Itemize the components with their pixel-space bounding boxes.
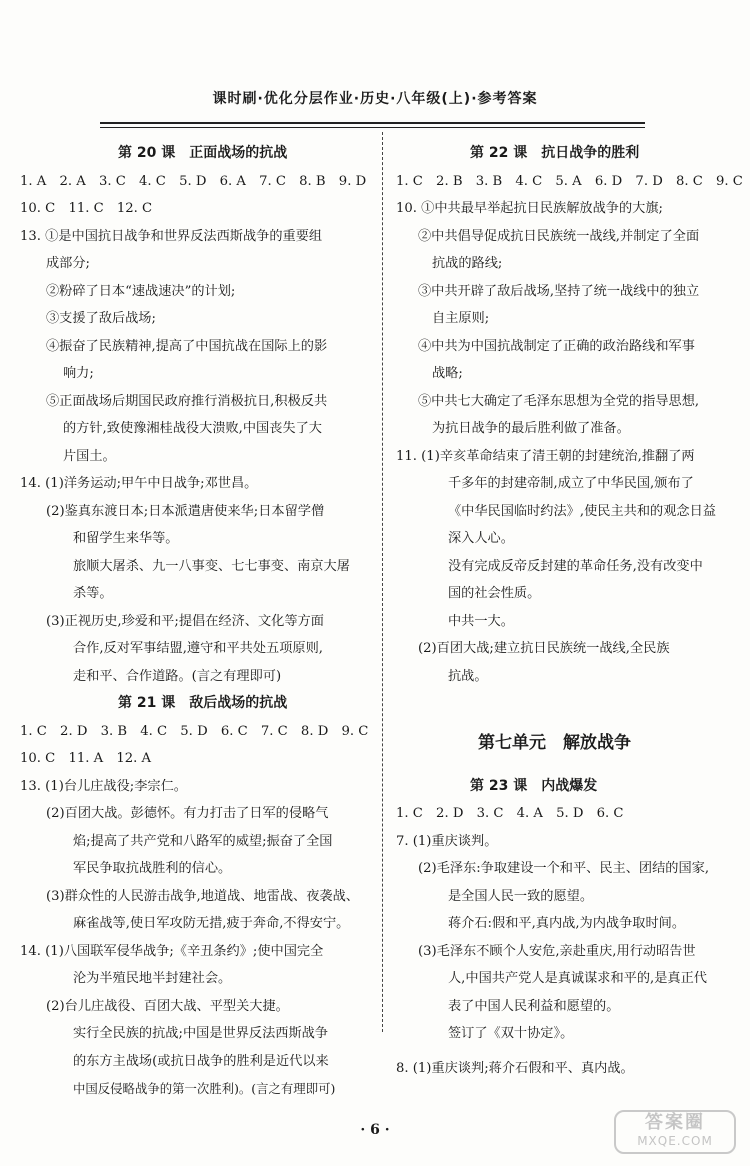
- answer-line: 表了中国人民利益和愿望的。: [448, 999, 620, 1014]
- answer-line: (2)百团大战;建立抗日民族统一战线,全民族: [418, 641, 670, 656]
- answer-line: 10. C 11. A 12. A: [20, 751, 152, 766]
- answer-line: 国的社会性质。: [448, 586, 541, 601]
- answer-line: 响力;: [63, 366, 94, 381]
- answer-line: 麻雀战等,使日军攻防无措,疲于奔命,不得安宁。: [73, 916, 350, 931]
- answer-line: 军民争取抗战胜利的信心。: [73, 861, 232, 876]
- answer-line: ④振奋了民族精神,提高了中国抗战在国际上的影: [46, 339, 328, 354]
- answer-line: 《中华民国临时约法》,使民主共和的观念日益: [448, 504, 716, 519]
- answer-line: 合作,反对军事结盟,遵守和平共处五项原则,: [73, 641, 323, 656]
- answer-line: (3)毛泽东不顾个人安危,亲赴重庆,用行动昭告世: [418, 944, 696, 959]
- header-rule-thick: [100, 122, 645, 124]
- answer-line: ⑤中共七大确定了毛泽东思想为全党的指导思想,: [418, 394, 700, 409]
- answer-line: (2)台儿庄战役、百团大战、平型关大捷。: [46, 999, 289, 1014]
- answer-line: 11. (1)辛亥革命结束了清王朝的封建统治,推翻了两: [396, 449, 695, 464]
- answer-line: ②粉碎了日本“速战速决”的计划;: [46, 284, 236, 299]
- answer-line: 14. (1)八国联军侵华战争;《辛丑条约》;使中国完全: [20, 944, 324, 959]
- answer-line: 走和平、合作道路。(言之有理即可): [73, 669, 282, 684]
- answer-line: 1. C 2. B 3. B 4. C 5. A 6. D 7. D 8. C 9. C: [396, 174, 743, 189]
- answer-line: 7. (1)重庆谈判。: [396, 834, 498, 849]
- answer-line: 人,中国共产党人是真诚谋求和平的,是真正代: [448, 971, 707, 986]
- answer-line: 千多年的封建帝制,成立了中华民国,颁布了: [448, 476, 694, 491]
- answer-line: 8. (1)重庆谈判;蒋介石假和平、真内战。: [396, 1061, 634, 1076]
- answer-line: 1. C 2. D 3. C 4. A 5. D 6. C: [396, 806, 624, 821]
- answer-line: (3)正视历史,珍爱和平;提倡在经济、文化等方面: [46, 614, 324, 629]
- lesson-22-title: 第 22 课 抗日战争的胜利: [470, 145, 640, 161]
- answer-line: 成部分;: [46, 256, 91, 271]
- answer-line: 的方针,致使豫湘桂战役大溃败,中国丧失了大: [63, 421, 322, 436]
- answer-line: 杀等。: [73, 586, 113, 601]
- answer-line: 战略;: [432, 366, 463, 381]
- answer-line: 蒋介石:假和平,真内战,为内战争取时间。: [448, 916, 686, 931]
- answer-line: 抗战。: [448, 669, 488, 684]
- unit-7-title: 第七单元 解放战争: [478, 733, 631, 753]
- page-number: · 6 ·: [360, 1122, 390, 1138]
- answer-line: 实行全民族的抗战;中国是世界反法西斯战争: [73, 1026, 329, 1041]
- answer-line: 旅顺大屠杀、九一八事变、七七事变、南京大屠: [73, 559, 350, 574]
- answer-line: 沦为半殖民地半封建社会。: [73, 971, 232, 986]
- answer-line: 13. (1)台儿庄战役;李宗仁。: [20, 779, 187, 794]
- answer-line: 13. ①是中国抗日战争和世界反法西斯战争的重要组: [20, 229, 323, 244]
- answer-line: 1. C 2. D 3. B 4. C 5. D 6. C 7. C 8. D 9. C: [20, 724, 369, 739]
- answer-line: (2)百团大战。彭德怀。有力打击了日军的侵略气: [46, 806, 329, 821]
- page-header: 课时刷·优化分层作业·历史·八年级(上)·参考答案: [212, 91, 538, 107]
- answer-line: 中共一大。: [448, 614, 514, 629]
- answer-line: 抗战的路线;: [432, 256, 503, 271]
- answer-line: 焰;提高了共产党和八路军的威望;振奋了全国: [73, 834, 333, 849]
- answer-line: (2)毛泽东:争取建设一个和平、民主、团结的国家,: [418, 861, 710, 876]
- header-rule-thin: [100, 127, 645, 128]
- answer-line: 14. (1)洋务运动;甲午中日战争;邓世昌。: [20, 476, 258, 491]
- answer-line: 签订了《双十协定》。: [448, 1026, 574, 1041]
- answer-line: (2)鉴真东渡日本;日本派遣唐使来华;日本留学僧: [46, 504, 325, 519]
- answer-line: 片国土。: [63, 449, 116, 464]
- answer-line: 10. C 11. C 12. C: [20, 201, 153, 216]
- answer-line: ③中共开辟了敌后战场,坚持了统一战线中的独立: [418, 284, 700, 299]
- watermark-logo: [614, 1110, 736, 1154]
- watermark-text: 答案圈: [645, 1112, 705, 1133]
- answer-line: 的东方主战场(或抗日战争的胜利是近代以来: [73, 1054, 329, 1069]
- answer-line: 为抗日战争的最后胜利做了准备。: [432, 421, 630, 436]
- column-divider: [382, 132, 383, 1032]
- answer-line: ④中共为中国抗战制定了正确的政治路线和军事: [418, 339, 695, 354]
- answer-line: 自主原则;: [432, 311, 490, 326]
- answer-line: 中国反侵略战争的第一次胜利)。(言之有理即可): [73, 1081, 336, 1096]
- answer-line: 和留学生来华等。: [73, 531, 179, 546]
- answer-line: 是全国人民一致的愿望。: [448, 889, 594, 904]
- answer-line: 没有完成反帝反封建的革命任务,没有改变中: [448, 559, 703, 574]
- answer-line: ③支援了敌后战场;: [46, 311, 156, 326]
- answer-line: 深入人心。: [448, 531, 514, 546]
- lesson-23-title: 第 23 课 内战爆发: [470, 778, 598, 794]
- answer-line: 1. A 2. A 3. C 4. C 5. D 6. A 7. C 8. B 9. D: [20, 174, 367, 189]
- answer-line: 10. ①中共最早举起抗日民族解放战争的大旗;: [396, 201, 663, 216]
- lesson-21-title: 第 21 课 敌后战场的抗战: [118, 695, 288, 711]
- lesson-20-title: 第 20 课 正面战场的抗战: [118, 145, 288, 161]
- answer-line: ⑤正面战场后期国民政府推行消极抗日,积极反共: [46, 394, 328, 409]
- answer-line: (3)群众性的人民游击战争,地道战、地雷战、夜袭战、: [46, 889, 359, 904]
- answer-line: ②中共倡导促成抗日民族统一战线,并制定了全面: [418, 229, 700, 244]
- watermark-url: MXQE.COM: [637, 1134, 713, 1148]
